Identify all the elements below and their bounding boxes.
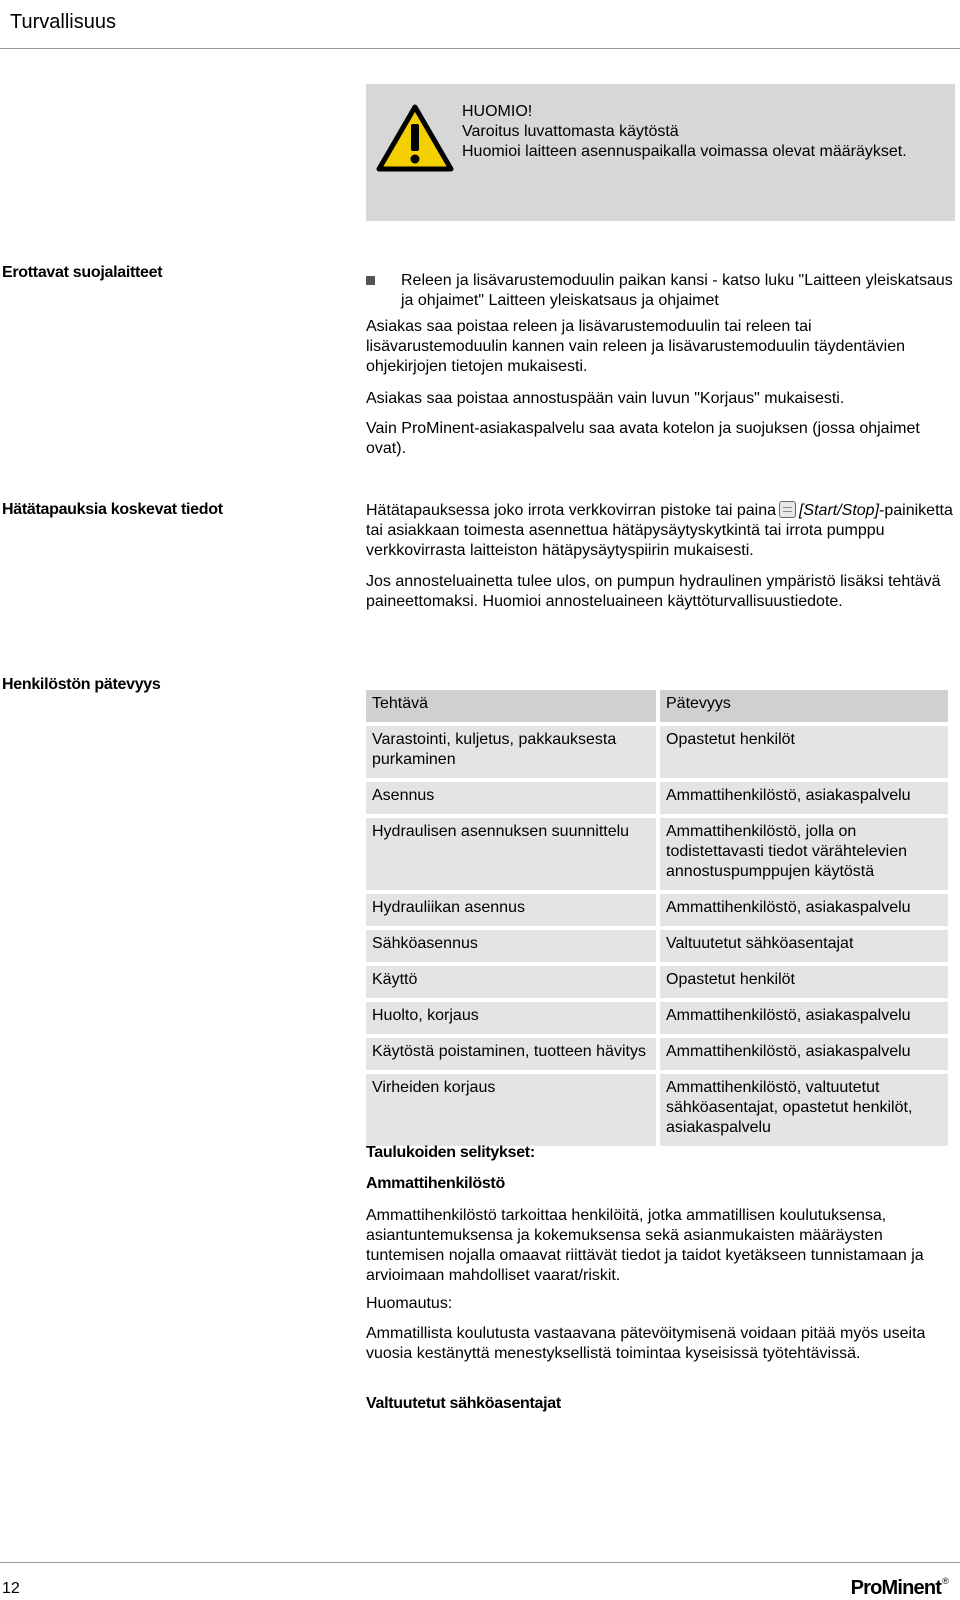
table-cell-qualification: Ammattihenkilöstö, jolla on todistettavasti tiedot värähtelevien annostuspumppujen käytöstä: [660, 818, 948, 890]
bullet-square-icon: [366, 276, 375, 285]
term-professional-staff: Ammattihenkilöstö: [366, 1175, 505, 1192]
table-cell-qualification: Valtuutetut sähköasentajat: [660, 930, 948, 962]
table-cell-task: Huolto, korjaus: [366, 1002, 656, 1034]
table-row: [366, 966, 948, 998]
table-row: [366, 818, 948, 890]
warning-description: Huomioi laitteen asennuspaikalla voimassa olevat määräykset.: [462, 143, 907, 160]
qualification-table: [362, 686, 952, 1150]
table-cell-task: Hydraulisen asennuksen suunnittelu: [366, 818, 656, 890]
table-cell-task: Hydrauliikan asennus: [366, 894, 656, 926]
warning-box: [366, 84, 955, 221]
table-cell-task: Sähköasennus: [366, 930, 656, 962]
table-cell-task: Käyttö: [366, 966, 656, 998]
table-row: [366, 1074, 948, 1146]
paragraph-professional-staff: Ammattihenkilöstö tarkoittaa henkilöitä, jotka ammatillisen koulutuksensa, asiantuntemuksensa ja kokemuksensa sekä asianmukaisten määräysten tuntemisen nojalla omaavat riittävät tiedot ja taidot kyetäkseen tunnistamaan ja arvioimaan mahdolliset vaarat/riskit.: [366, 1207, 924, 1284]
brand-logo: [851, 1576, 948, 1600]
paragraph-note: Ammatillista koulutusta vastaavana pätevöitymisenä voidaan pitää myös useita vuosia kestänyttä menestyksellistä toimintaa kyseisissä työtehtävissä.: [366, 1325, 926, 1362]
page-number: 12: [2, 1580, 20, 1597]
paragraph-leak: Jos annosteluainetta tulee ulos, on pumpun hydraulinen ympäristö lisäksi tehtävä paineettomaksi. Huomioi annosteluaineen käyttöturvallisuustiedote.: [366, 573, 941, 610]
section-label-emergency: Hätätapauksia koskevat tiedot: [2, 501, 223, 518]
section-label-protective-devices: Erottavat suojalaitteet: [2, 264, 163, 281]
page-header-title: Turvallisuus: [10, 11, 116, 33]
note-label: Huomautus:: [366, 1295, 453, 1312]
table-cell-task: Käytöstä poistaminen, tuotteen hävitys: [366, 1038, 656, 1070]
paragraph-dosing-head: Asiakas saa poistaa annostuspään vain luvun "Korjaus" mukaisesti.: [366, 390, 845, 407]
warning-text-block: [462, 102, 932, 162]
table-cell-qualification: Ammattihenkilöstö, asiakaspalvelu: [660, 894, 948, 926]
start-stop-label: [Start/Stop]: [798, 502, 880, 519]
paragraph-relay-cover: Asiakas saa poistaa releen ja lisävarustemoduulin tai releen tai lisävarustemoduulin kannen vain releen ja lisävarustemoduulin täydentävien ohjekirjojen tietojen mukaisesti.: [366, 318, 905, 375]
table-cell-qualification: Ammattihenkilöstö, asiakaspalvelu: [660, 1038, 948, 1070]
table-row: [366, 1038, 948, 1070]
registered-mark: ®: [942, 1576, 948, 1586]
table-cell-qualification: Ammattihenkilöstö, asiakaspalvelu: [660, 1002, 948, 1034]
table-cell-qualification: Opastetut henkilöt: [660, 966, 948, 998]
paragraph-housing: Vain ProMinent-asiakaspalvelu saa avata kotelon ja suojuksen (jossa ohjaimet ovat).: [366, 420, 920, 457]
logo-text: ProMinent: [850, 1577, 942, 1599]
section-label-personnel: Henkilöstön pätevyys: [2, 676, 161, 693]
emergency-text-start: Hätätapauksessa joko irrota verkkovirran pistoke tai paina: [366, 502, 776, 519]
table-cell-task: Asennus: [366, 782, 656, 814]
table-cell-task: Varastointi, kuljetus, pakkauksesta purkaminen: [366, 726, 656, 778]
table-row: [366, 894, 948, 926]
header-divider: [0, 48, 960, 49]
footer-divider: [0, 1562, 960, 1563]
warning-triangle-icon: [376, 104, 454, 172]
table-header-qualification: Pätevyys: [660, 690, 948, 722]
table-header-task: Tehtävä: [366, 690, 656, 722]
warning-subheading: Varoitus luvattomasta käytöstä: [462, 123, 679, 140]
table-row: [366, 782, 948, 814]
table-cell-qualification: Ammattihenkilöstö, asiakaspalvelu: [660, 782, 948, 814]
table-row: [366, 930, 948, 962]
table-row: [366, 726, 948, 778]
table-header-row: [366, 690, 948, 722]
warning-heading: HUOMIO!: [462, 103, 533, 120]
table-cell-task: Virheiden korjaus: [366, 1074, 656, 1146]
table-cell-qualification: Ammattihenkilöstö, valtuutetut sähköasentajat, opastetut henkilöt, asiakaspalvelu: [660, 1074, 948, 1146]
paragraph-emergency-stop: [366, 501, 955, 561]
table-cell-qualification: Opastetut henkilöt: [660, 726, 948, 778]
table-row: [366, 1002, 948, 1034]
emergency-text-end: -painiketta tai asiakkaan toimesta asennettua hätäpysäytyskytkintä tai irrota pumppu verkkovirrasta laitteiston hätäpysäytyspiirin mukaisesti.: [366, 502, 953, 559]
legend-title: Taulukoiden selitykset:: [366, 1144, 535, 1161]
term-electricians: Valtuutetut sähköasentajat: [366, 1395, 561, 1412]
bullet-text: Releen ja lisävarustemoduulin paikan kansi - katso luku "Laitteen yleiskatsaus ja ohjaimet" Laitteen yleiskatsaus ja ohjaimet: [401, 272, 953, 309]
start-stop-button-icon: [779, 501, 796, 518]
